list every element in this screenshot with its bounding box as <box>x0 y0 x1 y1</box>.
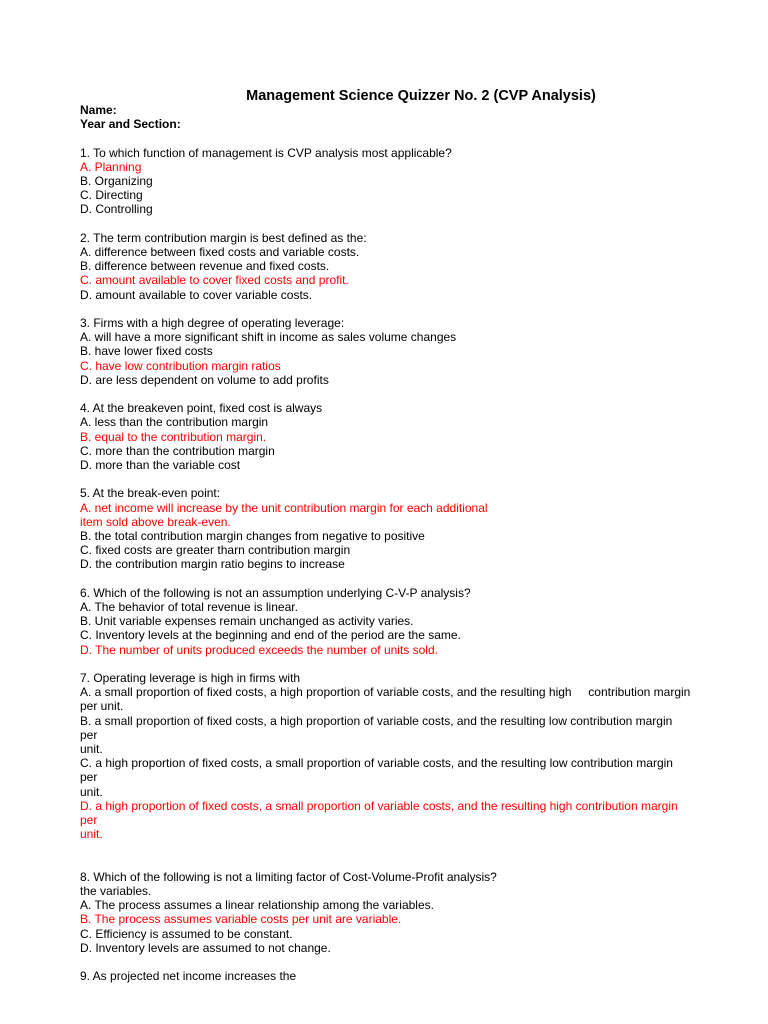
answer-option: A. difference between fixed costs and variable costs. <box>80 245 360 259</box>
answer-option-correct: B. The process assumes variable costs per unit are variable. <box>80 912 402 927</box>
answer-option: A. The behavior of total revenue is linear. <box>80 600 298 615</box>
question-stem: 5. At the break-even point: <box>80 486 221 501</box>
question-9 <box>80 969 692 983</box>
question-4 <box>80 401 692 472</box>
answer-option: A. a small proportion of fixed costs, a high proportion of variable costs, and the resulting high contribution margin per unit. <box>80 685 691 714</box>
answer-option-correct: C. amount available to cover fixed costs and profit. <box>80 273 349 288</box>
answer-option-correct: D. a high proportion of fixed costs, a small proportion of variable costs, and the resulting high contribution margin per unit. <box>80 798 678 842</box>
answer-option: C. a high proportion of fixed costs, a small proportion of variable costs, and the resulting low contribution margin per unit. <box>80 756 673 799</box>
answer-option: B. Unit variable expenses remain unchanged as activity varies. <box>80 614 414 629</box>
question-stem: 8. Which of the following is not a limiting factor of Cost-Volume-Profit analysis? the variables. <box>80 869 497 899</box>
question-1 <box>80 146 692 217</box>
question-8 <box>80 856 692 955</box>
answer-option-correct: C. have low contribution margin ratios <box>80 358 281 373</box>
question-list <box>80 146 692 984</box>
question-stem: 4. At the breakeven point, fixed cost is always <box>80 401 323 416</box>
answer-option-correct: B. equal to the contribution margin. <box>80 429 267 444</box>
question-stem: 1. To which function of management is CVP analysis most applicable? <box>80 145 452 160</box>
question-3 <box>80 316 692 387</box>
question-2 <box>80 231 692 302</box>
answer-option: B. have lower fixed costs <box>80 344 213 359</box>
answer-option: D. more than the variable cost <box>80 458 241 473</box>
question-stem: 2. The term contribution margin is best defined as the: <box>80 230 367 245</box>
answer-option: C. Inventory levels at the beginning and end of the period are the same. <box>80 628 461 643</box>
answer-option: A. less than the contribution margin <box>80 415 269 430</box>
question-7 <box>80 671 692 841</box>
answer-option: D. are less dependent on volume to add profits <box>80 372 329 387</box>
answer-option: D. Inventory levels are assumed to not change. <box>80 940 331 955</box>
answer-option: D. Controlling <box>80 202 153 217</box>
answer-option: A. will have a more significant shift in income as sales volume changes <box>80 330 457 345</box>
answer-option-correct: D. The number of units produced exceeds the number of units sold. <box>80 642 438 657</box>
answer-option: B. a small proportion of fixed costs, a high proportion of variable costs, and the resulting low contribution margin per unit. <box>80 713 673 757</box>
answer-option: B. Organizing <box>80 174 153 188</box>
question-5 <box>80 486 692 571</box>
document-title: Management Science Quizzer No. 2 (CVP Analysis) <box>246 88 596 104</box>
answer-option-correct: A. net income will increase by the unit contribution margin for each additional item sold above break-even. <box>80 500 488 529</box>
answer-option: B. the total contribution margin changes from negative to positive <box>80 529 425 544</box>
answer-option: D. amount available to cover variable costs. <box>80 287 313 302</box>
question-stem: 3. Firms with a high degree of operating leverage: <box>80 316 345 330</box>
answer-option: C. Directing <box>80 188 143 203</box>
question-6 <box>80 586 692 657</box>
answer-option: D. the contribution margin ratio begins to increase <box>80 557 345 572</box>
question-stem: 9. As projected net income increases the <box>80 969 297 984</box>
answer-option: C. more than the contribution margin <box>80 443 275 458</box>
answer-option: C. fixed costs are greater tharn contribution margin <box>80 543 351 558</box>
question-stem: 6. Which of the following is not an assumption underlying C-V-P analysis? <box>80 585 471 600</box>
question-stem: 7. Operating leverage is high in firms with <box>80 671 301 686</box>
answer-option: B. difference between revenue and fixed costs. <box>80 259 330 274</box>
year-section-label: Year and Section: <box>80 117 181 132</box>
answer-option: C. Efficiency is assumed to be constant. <box>80 926 293 941</box>
answer-option: A. The process assumes a linear relationship among the variables. <box>80 898 434 913</box>
name-label: Name: <box>80 103 117 117</box>
document-body <box>80 103 692 983</box>
answer-option-correct: A. Planning <box>80 159 142 174</box>
